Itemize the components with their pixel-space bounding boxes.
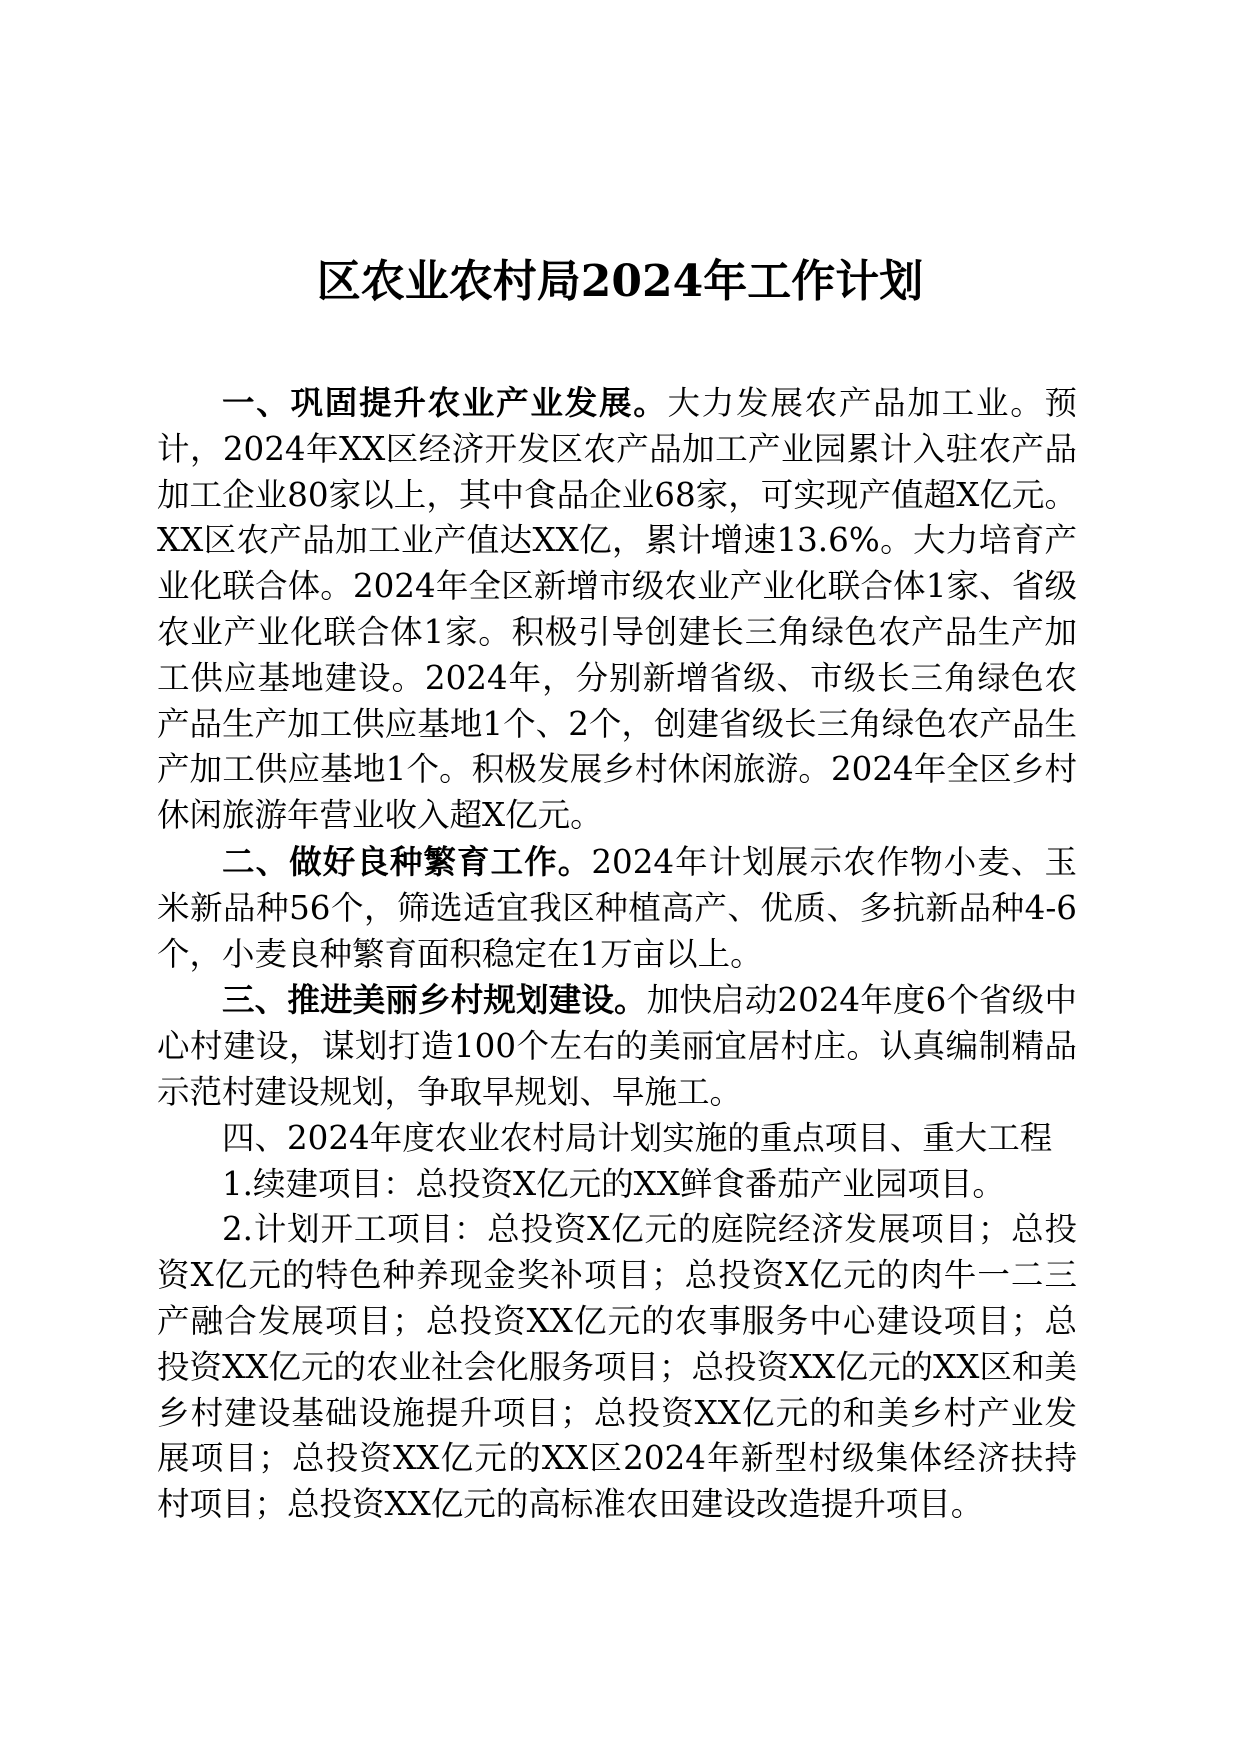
section-2-heading: 二、做好良种繁育工作。 xyxy=(222,841,592,881)
section-1-text: 大力发展农产品加工业。预计，2024年XX区经济开发区农产品加工产业园累计入驻农产品加工企业80家以上，其中食品企业68家，可实现产值超X亿元。XX区农产品加工业产值达XX亿，累计增速13.6%。大力培育产业化联合体。2024年全区新增市级农业产业化联合体1家、省级农业产业化联合体1家。积极引导创建长三角绿色农产品生产加工供应基地建设。2024年，分别新增省级、市级长三角绿色农产品生产加工供应基地1个、2个，创建省级长三角绿色农产品生产加工供应基地1个。积极发展乡村休闲旅游。2024年全区乡村休闲旅游年营业收入超X亿元。 xyxy=(157,384,1077,835)
item-1-paragraph: 1.续建项目：总投资X亿元的XX鲜食番茄产业园项目。 xyxy=(222,1164,1005,1203)
document-body xyxy=(157,380,1077,1528)
section-3-paragraph xyxy=(157,977,1077,1115)
section-1-paragraph xyxy=(157,380,1077,839)
section-2-paragraph xyxy=(157,839,1077,977)
section-3-text: 加快启动2024年度6个省级中心村建设，谋划打造100个左右的美丽宜居村庄。认真编制精品示范村建设规划，争取早规划、早施工。 xyxy=(157,981,1077,1111)
document-title: 区农业农村局2024年工作计划 xyxy=(316,256,924,307)
section-2-text: 2024年计划展示农作物小麦、玉米新品种56个，筛选适宜我区种植高产、优质、多抗新品种4-6个，小麦良种繁育面积稳定在1万亩以上。 xyxy=(157,842,1077,973)
item-2-paragraph: 2.计划开工项目：总投资X亿元的庭院经济发展项目；总投资X亿元的特色种养现金奖补项目；总投资X亿元的肉牛一二三产融合发展项目；总投资XX亿元的农事服务中心建设项目；总投资XX亿元的农业社会化服务项目；总投资XX亿元的XX区和美乡村建设基础设施提升项目；总投资XX亿元的和美乡村产业发展项目；总投资XX亿元的XX区2024年新型村级集体经济扶持村项目；总投资XX亿元的高标准农田建设改造提升项目。 xyxy=(157,1210,1077,1524)
section-1-heading: 一、巩固提升农业产业发展。 xyxy=(222,383,668,422)
section-3-heading: 三、推进美丽乡村规划建设。 xyxy=(222,980,647,1020)
section-4-heading: 四、2024年度农业农村局计划实施的重点项目、重大工程 xyxy=(222,1118,1053,1157)
